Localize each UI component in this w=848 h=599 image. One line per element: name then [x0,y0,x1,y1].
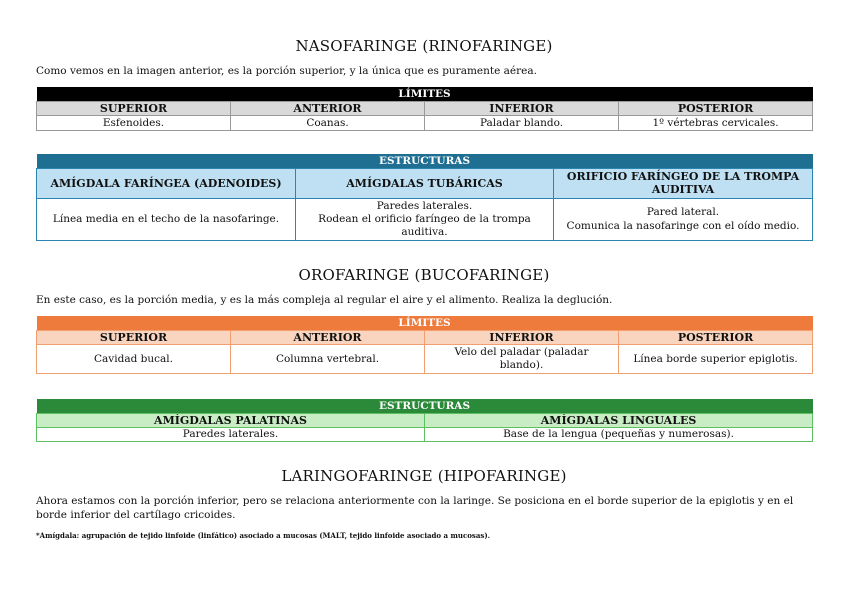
structure-col-tubaricas: AMÍGDALAS TUBÁRICAS [296,168,554,198]
orofaringe-limits-table [36,316,813,374]
structure-value-line: Rodean el orificio faríngeo de la trompa auditiva. [318,212,531,238]
footnote: *Amígdala: agrupación de tejido linfoide (linfático) asociado a mucosas (MALT, tejido linfoide asociado a mucosas). [36,531,491,540]
limit-col-inferior: INFERIOR [425,101,619,115]
structures-header: ESTRUCTURAS [378,154,471,167]
section-title-laringofaringe: LARINGOFARINGE (HIPOFARINGE) [281,467,567,485]
structure-value-palatinas: Paredes laterales. [37,427,425,441]
structure-value-orificio [554,198,813,240]
structure-col-orificio: ORIFICIO FARÍNGEO DE LA TROMPA AUDITIVA [554,168,813,198]
limit-col-anterior: ANTERIOR [231,101,425,115]
section-title-orofaringe: OROFARINGE (BUCOFARINGE) [298,266,550,284]
section-title-nasofaringe: NASOFARINGE (RINOFARINGE) [295,37,553,55]
limit-value-inferior: Paladar blando. [425,115,619,130]
limit-col-posterior: POSTERIOR [619,101,813,115]
limit-value-anterior: Coanas. [231,115,425,130]
limits-header: LÍMITES [398,316,451,329]
laringofaringe-intro: Ahora estamos con la porción inferior, pero se relaciona anteriormente con la laringe. Se posiciona en el borde superior de la epiglotis y en el borde inferior del cartílago cricoides. [36,495,794,521]
orofaringe-structures-table [36,399,813,442]
limit-value-superior: Esfenoides. [37,115,231,130]
structure-value-line: Comunica la nasofaringe con el oído medio. [566,220,800,232]
structure-value-line: Pared lateral. [646,206,720,218]
structure-value-line: Línea media en el techo de la nasofaringe. [52,213,280,225]
limit-value-inferior: Velo del paladar (paladar blando). [425,344,619,373]
structure-col-palatinas: AMÍGDALAS PALATINAS [37,413,425,427]
structure-value-line: Paredes laterales. [376,199,473,212]
limit-value-posterior: Línea borde superior epiglotis. [619,344,813,373]
structure-col-linguales: AMÍGDALAS LINGUALES [425,413,813,427]
limit-col-superior: SUPERIOR [37,330,231,344]
structure-value-tubaricas [296,198,554,240]
nasofaringe-intro: Como vemos en la imagen anterior, es la porción superior, y la única que es puramente aérea. [36,65,537,77]
limit-value-posterior: 1º vértebras cervicales. [619,115,813,130]
orofaringe-intro: En este caso, es la porción media, y es la más compleja al regular el aire y el alimento. Realiza la deglución. [36,294,613,306]
nasofaringe-limits-table [36,87,813,131]
structures-header: ESTRUCTURAS [378,399,471,412]
limit-value-anterior: Columna vertebral. [231,344,425,373]
structure-col-adenoides: AMÍGDALA FARÍNGEA (ADENOIDES) [37,168,296,198]
structure-value-adenoides [37,198,296,240]
limits-header: LÍMITES [398,87,451,100]
limit-col-inferior: INFERIOR [425,330,619,344]
structure-value-linguales: Base de la lengua (pequeñas y numerosas). [425,427,813,441]
nasofaringe-structures-table [36,154,813,241]
limit-col-superior: SUPERIOR [37,101,231,115]
limit-col-posterior: POSTERIOR [619,330,813,344]
limit-col-anterior: ANTERIOR [231,330,425,344]
limit-value-superior: Cavidad bucal. [37,344,231,373]
